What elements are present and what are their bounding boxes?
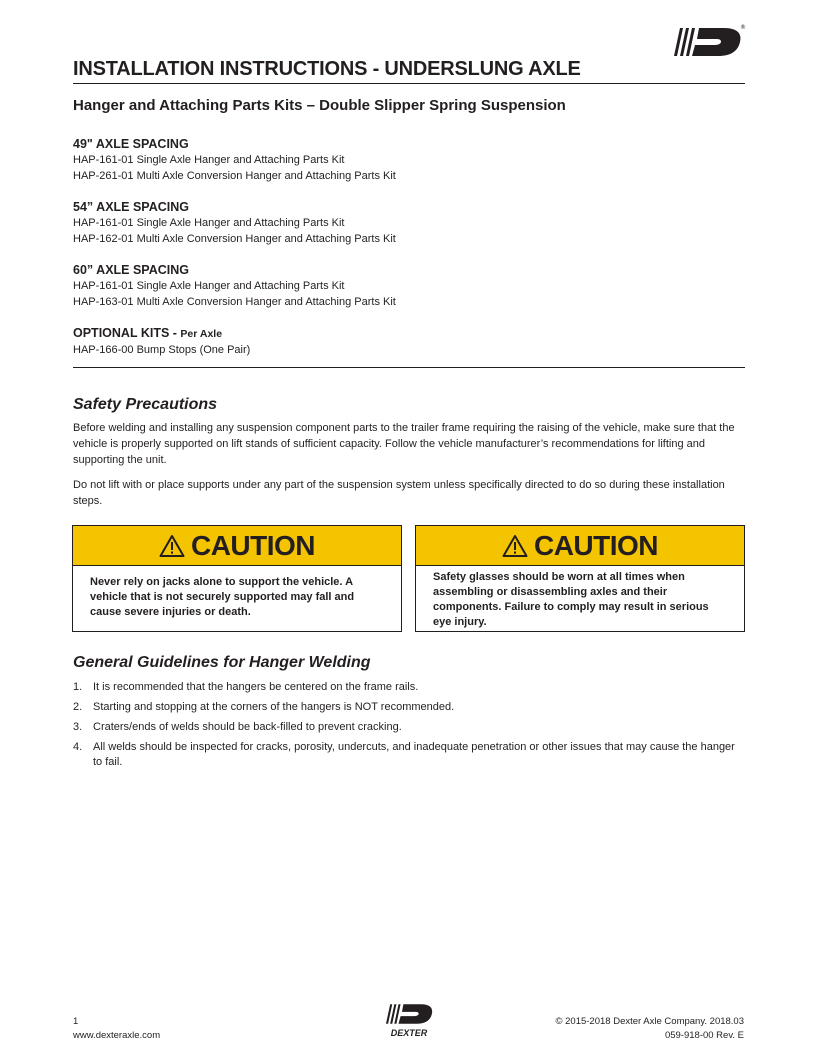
list-item-text: All welds should be inspected for cracks, porosity, undercuts, and inadequate penetration or other issues that may cause the hanger to fail. xyxy=(93,741,735,768)
kit-heading: 49" AXLE SPACING xyxy=(73,137,189,151)
title-divider xyxy=(73,83,745,84)
list-item-number: 1. xyxy=(73,681,83,693)
list-item-number: 4. xyxy=(73,741,83,753)
kit-heading: 60” AXLE SPACING xyxy=(73,263,189,277)
caution-label: CAUTION xyxy=(190,529,316,561)
list-item xyxy=(73,680,745,695)
kit-line: HAP-161-01 Single Axle Hanger and Attaching Parts Kit xyxy=(73,217,345,229)
kit-line: HAP-161-01 Single Axle Hanger and Attaching Parts Kit xyxy=(73,154,345,166)
dexter-logo-icon xyxy=(674,22,746,62)
footer-right xyxy=(556,1015,745,1043)
kit-line: HAP-261-01 Multi Axle Conversion Hanger and Attaching Parts Kit xyxy=(73,170,396,182)
page-number: 1 xyxy=(73,1016,79,1027)
kit-group-60 xyxy=(73,262,743,310)
footer-logo xyxy=(386,1000,436,1040)
dexter-logo-icon xyxy=(386,1000,436,1028)
optional-kits-heading xyxy=(73,325,743,342)
list-item-text: Craters/ends of welds should be back-filled to prevent cracking. xyxy=(93,721,402,733)
copyright: © 2015-2018 Dexter Axle Company. 2018.03 xyxy=(555,1016,744,1027)
registered-mark: ® xyxy=(740,24,746,31)
warning-triangle-icon xyxy=(502,534,528,558)
footer-left xyxy=(73,1015,160,1043)
page-subtitle: Hanger and Attaching Parts Kits – Double Slipper Spring Suspension xyxy=(73,97,566,114)
optional-kits xyxy=(73,325,743,358)
caution-label: CAUTION xyxy=(533,529,659,561)
kit-group-49 xyxy=(73,136,743,184)
list-item-number: 3. xyxy=(73,721,83,733)
caution-text: Never rely on jacks alone to support the vehicle. A vehicle that is not securely supported may fall and cause severe injuries or death. xyxy=(90,576,355,618)
kit-line: HAP-161-01 Single Axle Hanger and Attaching Parts Kit xyxy=(73,280,345,292)
kit-group-54 xyxy=(73,199,743,247)
list-item-number: 2. xyxy=(73,701,83,713)
optional-kits-qualifier: Per Axle xyxy=(180,328,223,340)
kit-heading: 54” AXLE SPACING xyxy=(73,200,189,214)
page-title: INSTALLATION INSTRUCTIONS - UNDERSLUNG AXLE xyxy=(73,58,581,80)
caution-box-jacks xyxy=(72,525,402,632)
kit-line: HAP-163-01 Multi Axle Conversion Hanger and Attaching Parts Kit xyxy=(73,296,396,308)
list-item xyxy=(73,700,745,715)
kit-line: HAP-162-01 Multi Axle Conversion Hanger and Attaching Parts Kit xyxy=(73,233,396,245)
caution-header xyxy=(416,526,744,566)
guidelines-list xyxy=(73,680,745,775)
document-number: 059-918-00 Rev. E xyxy=(664,1030,744,1041)
list-item-text: It is recommended that the hangers be centered on the frame rails. xyxy=(93,681,419,693)
safety-paragraph-2: Do not lift with or place supports under any part of the suspension system unless specifically directed to do so during these installation steps. xyxy=(73,479,725,507)
footer-brand-name: DEXTER xyxy=(390,1028,428,1038)
guidelines-heading: General Guidelines for Hanger Welding xyxy=(73,654,371,671)
caution-text: Safety glasses should be worn at all times when assembling or disassembling axles and their components. Failure to comply may result in serious eye injury. xyxy=(433,571,709,628)
safety-paragraph-1: Before welding and installing any suspension component parts to the trailer frame requiring the raising of the vehicle, make sure that the vehicle is properly supported on lift stands of sufficient capacity. Follow the vehicle manufacturer’s recommendations for lifting and supporting the unit. xyxy=(73,422,735,466)
list-item xyxy=(73,740,745,770)
list-item-text: Starting and stopping at the corners of the hangers is NOT recommended. xyxy=(93,701,455,713)
warning-triangle-icon xyxy=(159,534,185,558)
kit-line: HAP-166-00 Bump Stops (One Pair) xyxy=(73,344,251,356)
safety-heading: Safety Precautions xyxy=(73,396,218,413)
website-link[interactable]: www.dexteraxle.com xyxy=(73,1030,161,1041)
list-item xyxy=(73,720,745,735)
caution-header xyxy=(73,526,401,566)
kits-divider xyxy=(73,367,745,368)
caution-box-glasses xyxy=(415,525,745,632)
optional-kits-title: OPTIONAL KITS - xyxy=(73,326,181,340)
